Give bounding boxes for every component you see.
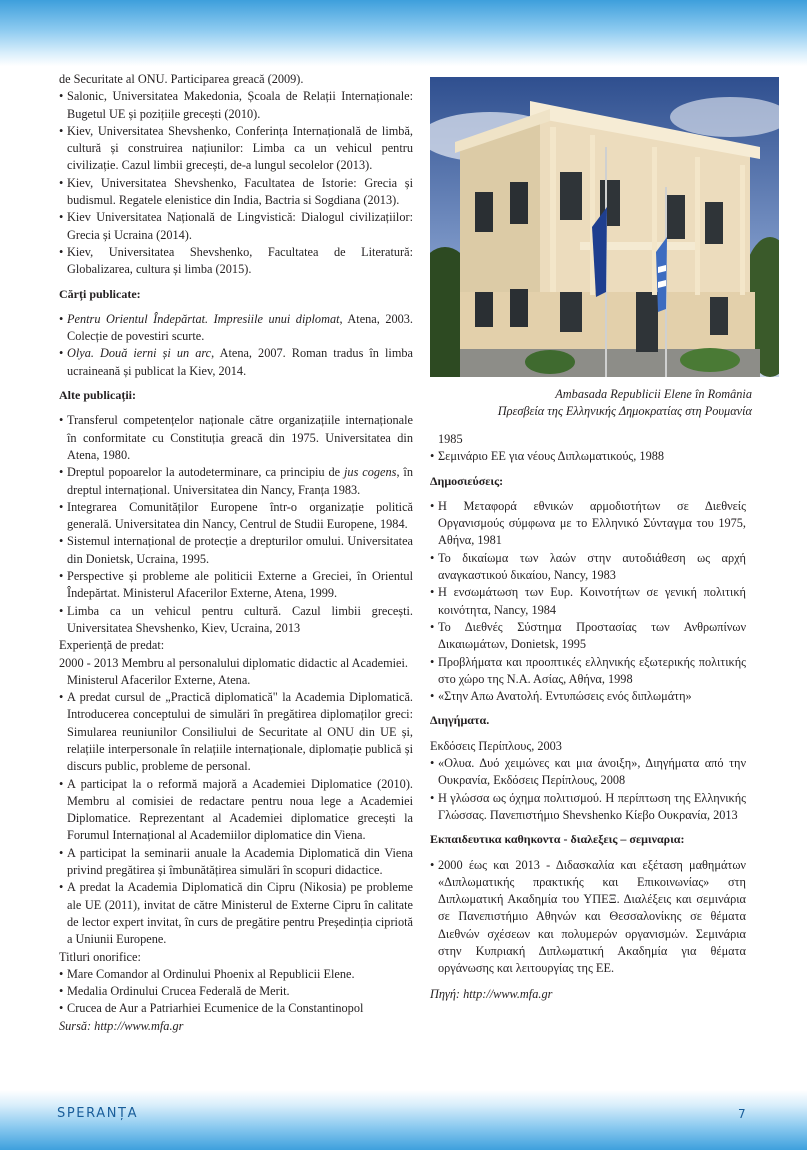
list-item: • Salonic, Universitatea Makedonia, Școala de Relații Internaționale: Bugetul UE și pozițiile grecești (2010).	[59, 88, 413, 123]
list-item: • Kiev, Universitatea Shevshenko, Facultatea de Literatură: Globalizarea, cultura și limba (2015).	[59, 244, 413, 279]
teaching-intro: 2000 - 2013 Membru al personalului diplomatic didactic al Academiei.	[59, 655, 409, 670]
list-item	[59, 311, 413, 346]
list-item: • «Στην Απω Ανατολή. Εντυπώσεις ενός διπλωμάτη»	[430, 688, 746, 705]
list-item	[59, 464, 413, 499]
list-item: de Securitate al ONU. Participarea greacă (2009).	[59, 72, 304, 86]
list-item: • Medalia Ordinului Crucea Federală de Merit.	[59, 983, 413, 1000]
teaching-intro-cont: Ministerul Afacerilor Externe, Atena.	[67, 672, 251, 687]
embassy-building-image	[430, 77, 779, 377]
source-link[interactable]: Sursă: http://www.mfa.gr	[59, 1018, 184, 1033]
book-details: , Atena, 2003. Colecție de povestiri scurte.	[67, 311, 413, 344]
list-item: • Η ενσωμάτωση των Ευρ. Κοινοτήτων σε γενική πολιτική κοινότητα, Nancy, 1984	[430, 584, 746, 619]
list-item: • Το δικαίωμα των λαών στην αυτοδιάθεση ως αρχή αναγκαστικού δικαίου, Nancy, 1983	[430, 550, 746, 585]
stories-heading: Διηγήματα.	[430, 713, 490, 728]
list-item: • Kiev, Universitatea Shevshenko, Conferința Internațională de limbă, cultură și construirea națiunilor: Limba ca un vehicul pentru civilizație. Cazul limbii grecești, de-a lungul secolelor (2013).	[59, 123, 413, 175]
header-band	[0, 0, 807, 66]
source-link[interactable]: Πηγή: http://www.mfa.gr	[430, 986, 553, 1001]
list-item: 1985	[438, 432, 463, 446]
embassy-photo	[430, 77, 779, 377]
teaching-heading: Experiență de predat:	[59, 638, 165, 653]
list-item: • Kiev, Universitatea Shevshenko, Facultatea de Istorie: Grecia și budismul. Regatele elenistice din India, Bactria si Sogdiana (2013).	[59, 175, 413, 210]
list-item: • A predat la Academia Diplomatică din Cipru (Nikosia) pe probleme ale UE (2011), invitat de către Ministerul de Externe Cipru în calitate de lector expert invitat, în curs de pregătire pentru Președinția cipriotă a Uniunii Europene.	[59, 879, 413, 948]
stories-intro: Εκδόσεις Περίπλους, 2003	[430, 738, 562, 753]
list-item: • Sistemul internațional de protecție a drepturilor omului. Universitatea din Donietsk, Ucraina, 1995.	[59, 533, 413, 568]
book-title: Olya. Două ierni și un arc	[67, 346, 212, 361]
list-item: • Mare Comandor al Ordinului Phoenix al Republicii Elene.	[59, 966, 413, 983]
list-item: • «Ολυα. Δυό χειμώνες και μια άνοιξη», Διηγήματα από την Ουκρανία, Εκδόσεις Περίπλους, 2008	[430, 755, 746, 790]
list-item: • Transferul competențelor naționale către organizațiile internaționale în conformitate cu Constituția greacă din 1975. Universitatea din Atena, 1980.	[59, 412, 413, 464]
right-column	[430, 431, 746, 1003]
list-item: • Σεμινάριο ΕΕ για νέους Διπλωματικούς, 1988	[430, 448, 746, 465]
list-item: • Το Διεθνές Σύστημα Προστασίας των Ανθρωπίνων Δικαιωμάτων, Donietsk, 1995	[430, 619, 746, 654]
caption-romanian: Ambasada Republicii Elene în România	[555, 387, 752, 401]
caption-greek: Πρεσβεία της Ελληνικής Δημοκρατίας στη Ρουμανία	[497, 404, 752, 418]
pub-text: Dreptul popoarelor la autodeterminare, ca principiu de	[67, 465, 345, 480]
books-heading: Cărți publicate:	[59, 286, 141, 301]
honors-heading: Titluri onorifice:	[59, 949, 141, 964]
list-item: • 2000 έως και 2013 - Διδασκαλία και εξέταση μαθημάτων «Διπλωματικής πρακτικής και Επικοινωνίας» στη Διπλωματική Ακαδημία του ΥΠΕΞ. Διαλέξεις και σεμινάρια σε Πανεπιστήμιο Αθηνών και Θεσσαλονίκης σε θέματα Διεθνών σχέσεων και πολυμερών οργανισμών. Σεμινάρια στην Κυπριακή Διπλωματική Ακαδημία για θέματα οργάνωσης και λειτουργίας της ΕΕ.	[430, 857, 746, 978]
list-item: • A predat cursul de „Practică diplomatică" la Academia Diplomatică. Introducerea conceptului de simulări în pregătirea diplomaților greci: Simularea reuniunilor Consiliului de Securitate al ONU din UE și, relațiile interpersonale în relațiile internaționale, diplomație publică și discurs public, probleme de personal.	[59, 689, 413, 775]
list-item: • Perspective și probleme ale politicii Externe a Greciei, în Orientul Îndepărtat. Ministerul Afacerilor Externe, Atena, 1999.	[59, 568, 413, 603]
list-item: • Crucea de Aur a Patriarhiei Ecumenice de la Constantinopol	[59, 1000, 413, 1017]
pub-term: jus cogens	[344, 465, 397, 480]
list-item: • A participat la o reformă majoră a Academiei Diplomatice (2010). Membru al comisiei de redactare pentru noua lege a Academiei Diplomatice. Reprezentant al Academiei diplomatice grecești la Forumul Internațional al Academiilor diplomatice din Viena.	[59, 776, 413, 845]
other-publications-heading: Alte publicații:	[59, 388, 136, 403]
list-item: • Η Μεταφορά εθνικών αρμοδιοτήτων σε Διεθνείς Οργανισμούς σύμφωνα με το Ελληνικό Σύνταγμα του 1975, Αθήνα, 1981	[430, 498, 746, 550]
list-item: • Limba ca un vehicul pentru cultură. Cazul limbii grecești. Universitatea Shevshenko, Kiev, Ucraina, 2013	[59, 603, 413, 638]
pub-text: , în dreptul internațional. Universitatea din Nancy, Franța 1983.	[67, 465, 413, 497]
list-item: • Η γλώσσα ως όχημα πολιτισμού. Η περίπτωση της Ελληνικής Γλώσσας. Πανεπιστήμιο Shevshenko Κίεβο Ουκρανία, 2013	[430, 790, 746, 825]
teaching-duties-heading: Εκπαιδευτικα καθηκοντα - διαλεξεις – σεμιναρια:	[430, 832, 685, 847]
list-item: • Integrarea Comunităților Europene într-o organizație politică generală. Universitatea din Nancy, Centrul de Studii Europene, 1984.	[59, 499, 413, 534]
list-item: • Kiev Universitatea Națională de Lingvistică: Dialogul civilizațiilor: Grecia și Ucraina (2014).	[59, 209, 413, 244]
list-item	[59, 345, 413, 380]
page-number: 7	[738, 1107, 746, 1121]
photo-caption	[430, 386, 752, 420]
magazine-name: SPERANȚA	[57, 1106, 139, 1121]
book-details: , Atena, 2007. Roman tradus în limba ucraineană și publicat la Kiev, 2014.	[67, 346, 413, 378]
list-item: • Προβλήματα και προοπτικές ελληνικής εξωτερικής πολιτικής στο χώρο της Ν.Α. Ασίας, Αθήνα, 1998	[430, 654, 746, 689]
list-item: • A participat la seminarii anuale la Academia Diplomatică din Viena privind pregătirea și îmbunătățirea simulări în scopuri didactice.	[59, 845, 413, 880]
left-column	[59, 71, 413, 1035]
book-title: Pentru Orientul Îndepărtat. Impresiile unui diplomat	[67, 311, 340, 326]
publications-heading: Δημοσιεύσεις:	[430, 473, 504, 488]
